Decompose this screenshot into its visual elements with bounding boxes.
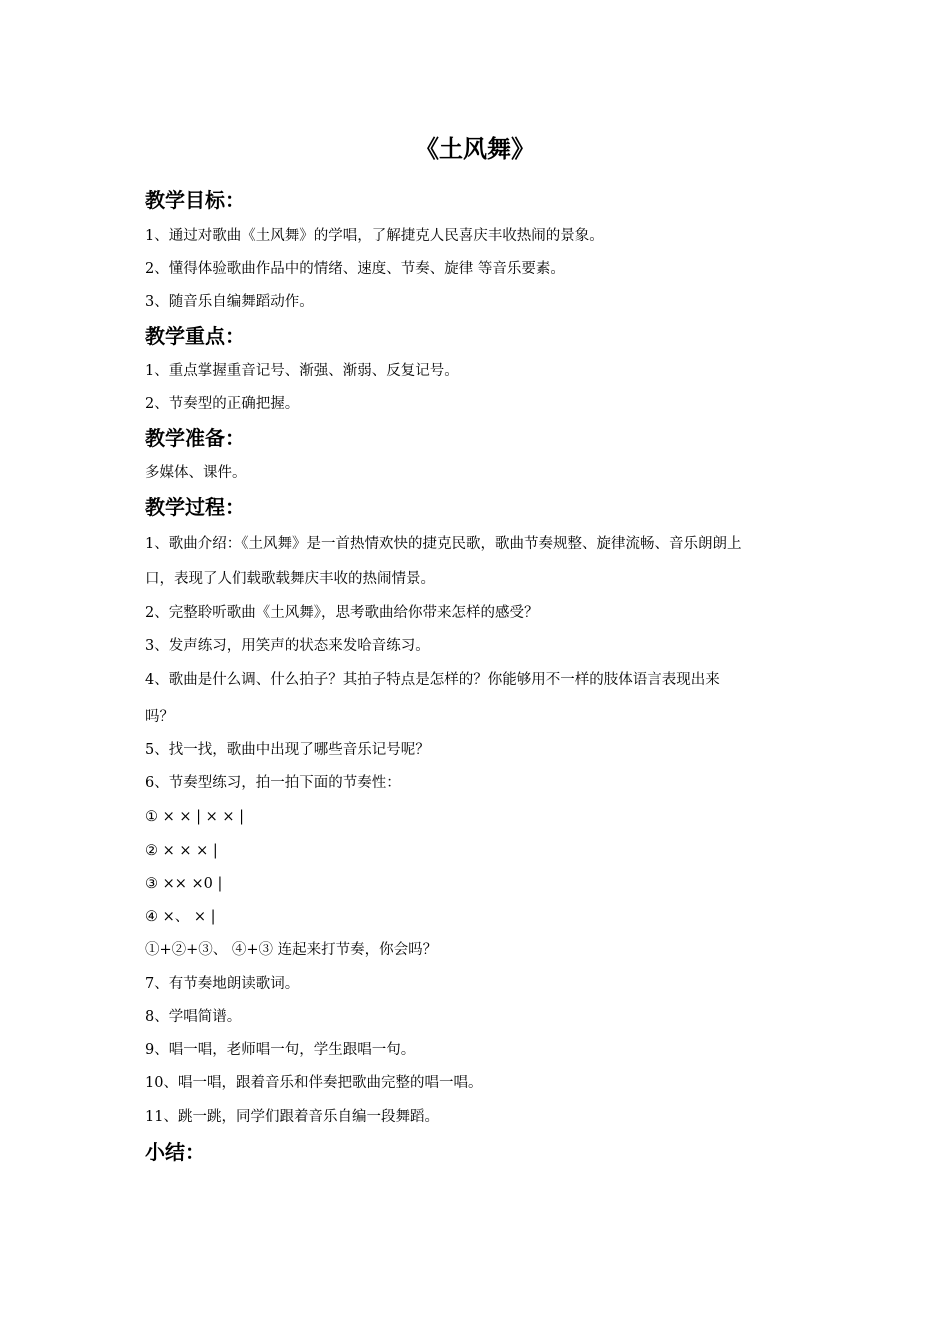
key-point-item-2: 2、节奏型的正确把握。 <box>145 396 300 412</box>
rhythm-pattern-1: ① × × | × × | <box>145 809 245 825</box>
process-item: 口，表现了人们载歌载舞庆丰收的热闹情景。 <box>145 571 435 587</box>
process-item: 9、唱一唱，老师唱一句，学生跟唱一句。 <box>145 1042 416 1058</box>
section-heading-key-points: 教学重点： <box>145 324 245 348</box>
section-heading-goals: 教学目标： <box>145 188 245 212</box>
goal-item-1: 1、通过对歌曲《土风舞》的学唱，了解捷克人民喜庆丰收热闹的景象。 <box>145 228 604 244</box>
process-item: 1、歌曲介绍：《土风舞》是一首热情欢快的捷克民歌，歌曲节奏规整、旋律流畅、音乐朗朗上 <box>145 536 742 552</box>
section-heading-preparation: 教学准备： <box>145 426 245 450</box>
process-item: 5、找一找，歌曲中出现了哪些音乐记号呢？ <box>145 742 430 758</box>
process-item: 6、节奏型练习，拍一拍下面的节奏性： <box>145 775 401 791</box>
rhythm-pattern-3: ③ ×× ×0 | <box>145 876 223 892</box>
rhythm-pattern-2: ② × × × | <box>145 843 218 859</box>
process-item: 8、学唱简谱。 <box>145 1009 242 1025</box>
goal-item-3: 3、随音乐自编舞蹈动作。 <box>145 294 314 310</box>
preparation-item-1: 多媒体、课件。 <box>145 465 247 481</box>
process-item: ①+②+③、 ④+③ 连起来打节奏，你会吗？ <box>145 942 438 958</box>
process-item: 2、完整聆听歌曲《土风舞》，思考歌曲给你带来怎样的感受？ <box>145 605 539 621</box>
goal-item-2: 2、懂得体验歌曲作品中的情绪、速度、节奏、旋律 等音乐要素。 <box>145 261 565 277</box>
rhythm-pattern-4: ④ ×、 × | <box>145 909 216 925</box>
key-point-item-1: 1、重点掌握重音记号、渐强、渐弱、反复记号。 <box>145 363 459 379</box>
section-heading-summary: 小结： <box>145 1140 205 1164</box>
process-item: 4、歌曲是什么调、什么拍子？其拍子特点是怎样的？你能够用不一样的肢体语言表现出来 <box>145 672 720 688</box>
process-item: 吗？ <box>145 709 174 725</box>
process-item: 3、发声练习，用笑声的状态来发哈音练习。 <box>145 638 430 654</box>
document-title: 《土风舞》 <box>415 135 535 163</box>
process-item: 10、唱一唱，跟着音乐和伴奏把歌曲完整的唱一唱。 <box>145 1075 483 1091</box>
section-heading-process: 教学过程： <box>145 495 245 519</box>
process-item: 7、有节奏地朗读歌词。 <box>145 976 300 992</box>
process-item: 11、跳一跳，同学们跟着音乐自编一段舞蹈。 <box>145 1109 439 1125</box>
